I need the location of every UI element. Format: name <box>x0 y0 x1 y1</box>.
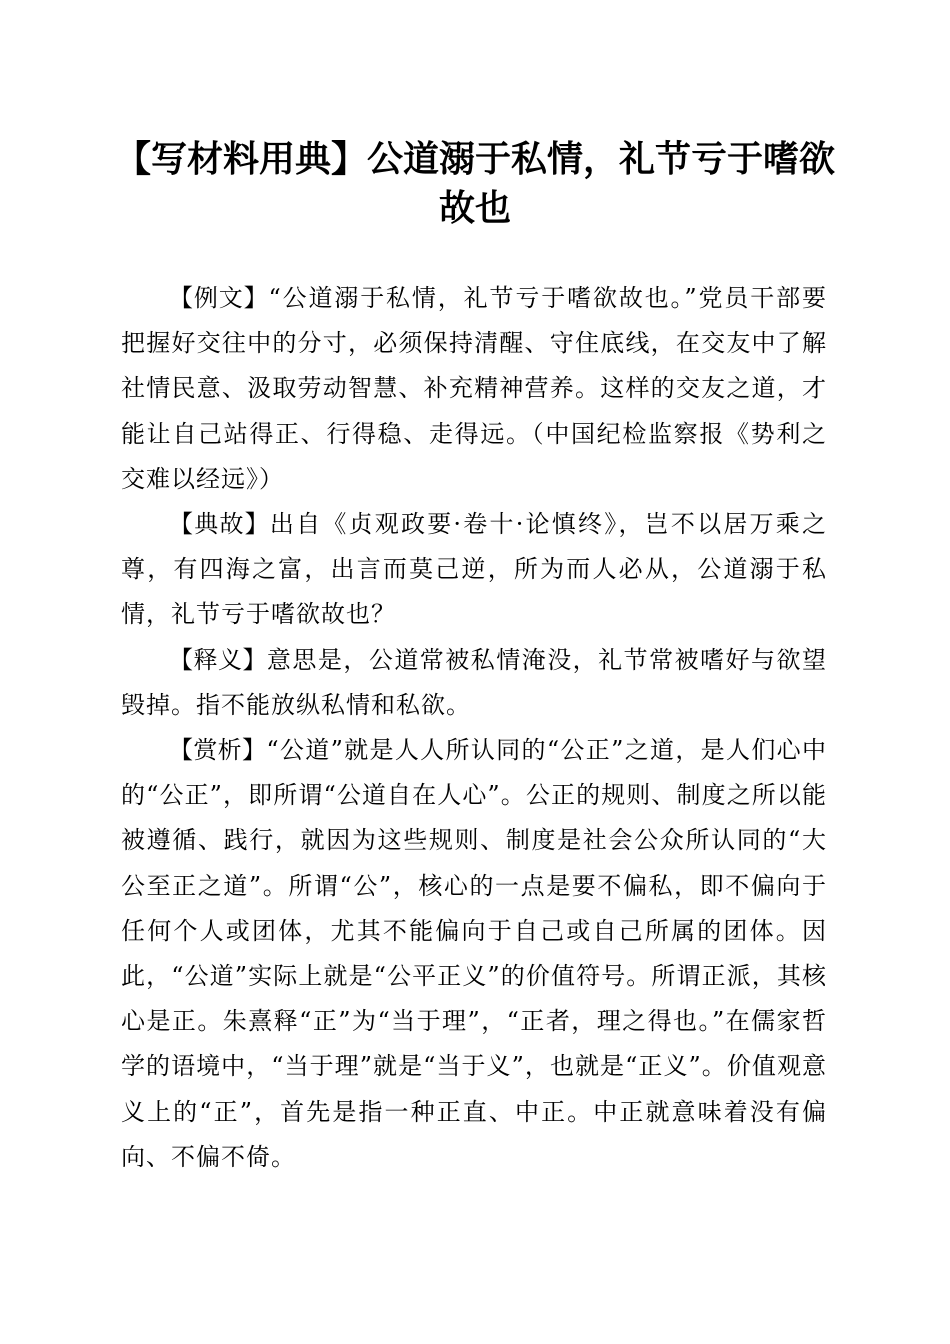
paragraph-allusion <box>121 502 827 638</box>
paragraph-text: 出自《贞观政要·卷十·论慎终》，岂不以居万乘之尊，有四海之富，出言而莫己逆，所为而人必从，公道溺于私情，礼节亏于嗜欲故也？ <box>121 510 827 629</box>
document-title: 【写材料用典】公道溺于私情，礼节亏于嗜欲故也 <box>114 138 835 229</box>
paragraph-text: 意思是，公道常被私情淹没，礼节常被嗜好与欲望毁掉。指不能放纵私情和私欲。 <box>121 645 828 719</box>
paragraph-text: “公道溺于私情，礼节亏于嗜欲故也。”党员干部要把握好交往中的分寸，必须保持清醒、守住底线，在交友中了解社情民意、汲取劳动智慧、补充精神营养。这样的交友之道，才能让自己站得正、行得稳、走得远。（中国纪检监察报《势利之交难以经远》） <box>121 284 828 493</box>
paragraph-meaning <box>121 638 827 728</box>
paragraph-tag: 【赏析】 <box>169 736 267 765</box>
paragraph-analysis <box>121 728 827 1180</box>
paragraph-example <box>121 276 827 502</box>
paragraph-text: “公道”就是人人所认同的“公正”之道，是人们心中的“公正”，即所谓“公道自在人心”。公正的规则、制度之所以能被遵循、践行，就因为这些规则、制度是社会公众所认同的“大公至正之道”。所谓“公”，核心的一点是要不偏私，即不偏向于任何个人或团体，尤其不能偏向于自己或自己所属的团体。因此，“公道”实际上就是“公平正义”的价值符号。所谓正派，其核心是正。朱熹释“正”为“当于理”，“正者，理之得也。”在儒家哲学的语境中，“当于理”就是“当于义”，也就是“正义”。价值观意义上的“正”，首先是指一种正直、中正。中正就意味着没有偏向、不偏不倚。 <box>121 736 828 1171</box>
paragraph-tag: 【典故】 <box>169 510 270 539</box>
document-body <box>121 276 827 1180</box>
paragraph-tag: 【例文】 <box>169 284 269 312</box>
paragraph-tag: 【释义】 <box>169 645 267 674</box>
